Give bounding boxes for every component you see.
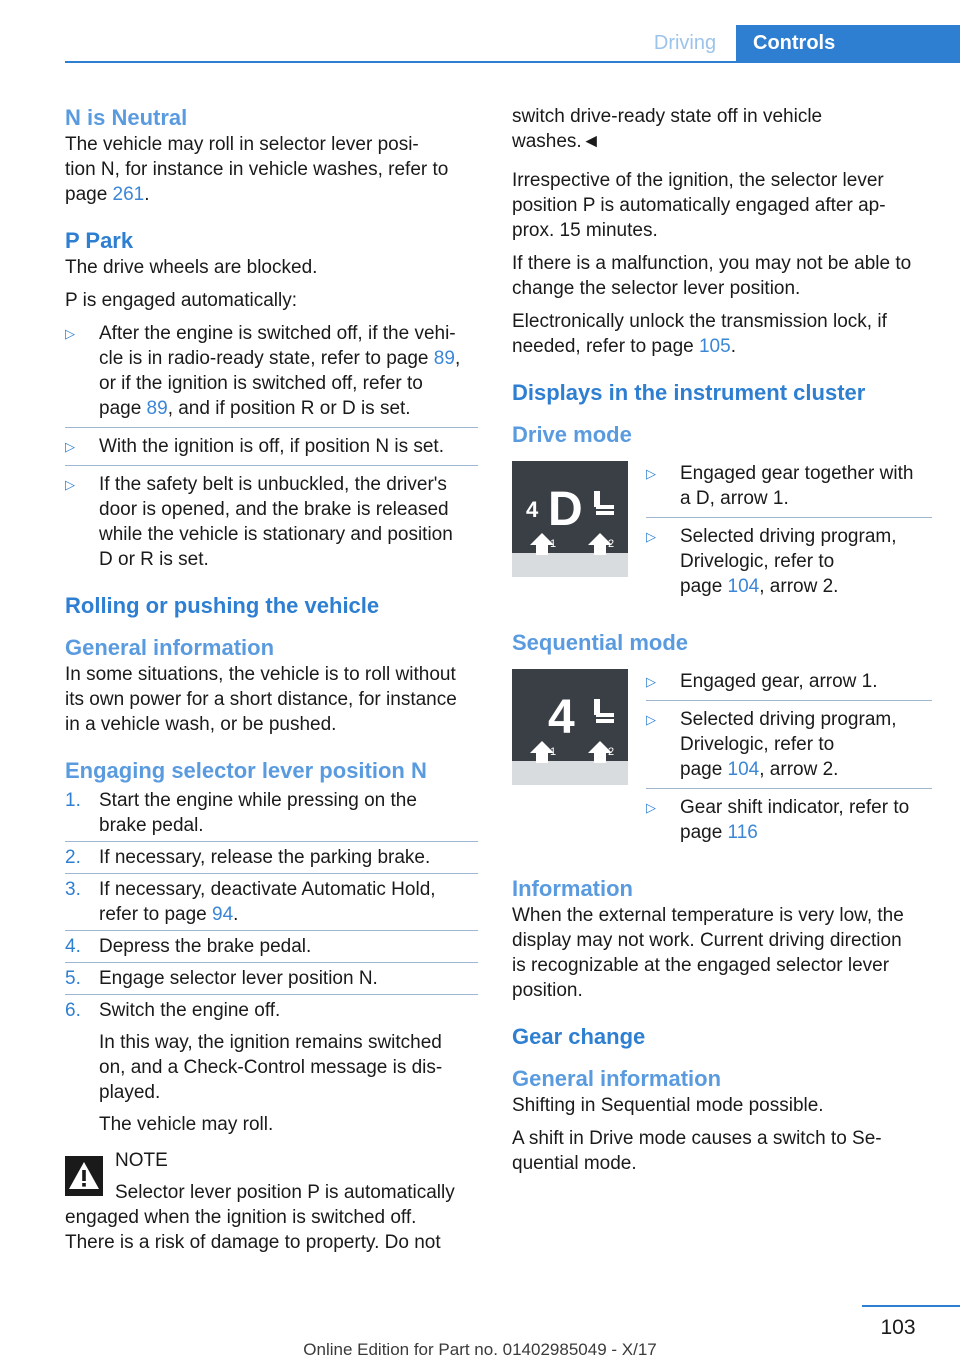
triangle-bullet-icon: ▷ (65, 439, 75, 454)
heading-sequential-mode: Sequential mode (512, 630, 689, 655)
page-link-261[interactable]: 261 (112, 184, 145, 205)
text-span: . (730, 336, 736, 357)
instrument-display-drive-icon (512, 461, 628, 577)
text-line: If necessary, release the parking brake. (99, 847, 431, 868)
sequential-mode-section (512, 663, 932, 851)
text-line: prox. 15 minutes. (512, 220, 658, 241)
step-number: 1. (65, 790, 81, 811)
text-line: The vehicle may roll. (99, 1114, 274, 1135)
heading-general-information: General information (65, 635, 275, 660)
drive-mode-list (646, 455, 932, 605)
page-number: 103 (880, 1316, 916, 1339)
note-box (65, 1148, 478, 1255)
list-item (646, 663, 932, 701)
page-link-116[interactable]: 116 (727, 822, 758, 843)
header-tab-controls[interactable]: Controls (736, 25, 960, 63)
heading-engaging-n: Engaging selector lever position N (65, 758, 427, 783)
list-item (646, 518, 932, 605)
text-span: page (680, 759, 728, 780)
heading-information: Information (512, 876, 633, 901)
text-span: , (454, 348, 461, 369)
text-line: Electronically unlock the transmission lock, if (512, 311, 887, 332)
list-item (65, 428, 478, 466)
list-item (646, 701, 932, 789)
park-bullet-list (65, 315, 478, 578)
heading-displays-cluster: Displays in the instrument cluster (512, 380, 866, 405)
text-line: washes.◄ (512, 131, 601, 152)
text-line: Irrespective of the ignition, the selector lever (512, 170, 884, 191)
drive-arrow-1-label: 1 (550, 538, 557, 550)
page-link-105[interactable]: 105 (698, 336, 731, 357)
step-number: 4. (65, 936, 81, 957)
triangle-bullet-icon: ▷ (646, 800, 656, 815)
text-line: Engaged gear together with (680, 463, 914, 484)
text-line: in a vehicle wash, or be pushed. (65, 714, 337, 735)
text-line: engaged when the ignition is switched off. (65, 1207, 417, 1228)
text-line: Selected driving program, (680, 709, 897, 730)
text-line: Engage selector lever position N. (99, 968, 378, 989)
sequential-arrow-2-label: 2 (608, 746, 615, 758)
sequential-mode-list (646, 663, 932, 851)
text-line (99, 346, 478, 371)
text-span: refer to page (99, 904, 213, 925)
header-tab-driving[interactable]: Driving (653, 32, 717, 54)
text-line: A shift in Drive mode causes a switch to Se‐ (512, 1128, 882, 1149)
sequential-gear-number: 4 (548, 691, 575, 744)
text-line (512, 334, 932, 359)
triangle-bullet-icon: ▷ (65, 326, 75, 341)
text-span: page (65, 184, 113, 205)
text-line: display may not work. Current driving direction (512, 930, 902, 951)
steps-list (65, 785, 478, 1140)
triangle-bullet-icon: ▷ (646, 466, 656, 481)
page-link-104[interactable]: 104 (727, 576, 760, 597)
text-line: Selected driving program, (680, 526, 897, 547)
text-line: change the selector lever position. (512, 278, 801, 299)
text-line: Start the engine while pressing on the (99, 790, 417, 811)
drive-mode-section (512, 455, 932, 605)
text-line (99, 396, 478, 421)
note-title: NOTE (115, 1150, 168, 1171)
triangle-bullet-icon: ▷ (646, 529, 656, 544)
list-item (65, 315, 478, 428)
text-line: quential mode. (512, 1153, 637, 1174)
neutral-text (65, 132, 478, 207)
text-line (680, 757, 932, 782)
park-text-1: The drive wheels are blocked. (65, 257, 318, 278)
text-line: Drivelogic, refer to (680, 551, 835, 572)
page-header (0, 25, 960, 63)
text-span: , arrow 2. (759, 759, 839, 780)
text-line: Gear shift indicator, refer to (680, 797, 910, 818)
drive-arrow-2-label: 2 (608, 538, 615, 550)
heading-gear-general-information: General information (512, 1066, 722, 1091)
text-line: Shifting in Sequential mode possible. (512, 1095, 824, 1116)
text-line: If necessary, deactivate Automatic Hold, (99, 879, 436, 900)
left-column (65, 104, 478, 1255)
triangle-bullet-icon: ▷ (646, 674, 656, 689)
text-span: page (680, 576, 728, 597)
footer-edition: Online Edition for Part no. 01402985049 - X/17 (303, 1340, 657, 1359)
text-line: position P is automatically engaged after ap‐ (512, 195, 886, 216)
text-line: Selector lever position P is automatically (115, 1182, 455, 1203)
text-line: door is opened, and the brake is released (99, 499, 449, 520)
text-line: on, and a Check-Control message is dis‐ (99, 1057, 443, 1078)
list-item (646, 789, 932, 851)
text-line: In this way, the ignition remains switched (99, 1032, 442, 1053)
list-item (65, 874, 478, 931)
step-number: 3. (65, 879, 81, 900)
step-number: 5. (65, 968, 81, 989)
text-span: page (680, 822, 728, 843)
heading-gear-change: Gear change (512, 1024, 646, 1049)
text-line (680, 574, 932, 599)
drive-gear-number: 4 (526, 497, 539, 522)
text-line: The vehicle may roll in selector lever posi‐ (65, 134, 419, 155)
text-line: tion N, for instance in vehicle washes, refer to (65, 159, 449, 180)
text-line: With the ignition is off, if position N is set. (99, 436, 444, 457)
sequential-mode-display-image (512, 669, 628, 785)
list-item (65, 785, 478, 842)
header-rule (65, 61, 960, 63)
park-text-2: P is engaged automatically: (65, 290, 298, 311)
triangle-bullet-icon: ▷ (65, 477, 75, 492)
text-line (65, 182, 478, 207)
text-line: is recognizable at the engaged selector lever (512, 955, 890, 976)
text-line: or if the ignition is switched off, refer to (99, 373, 423, 394)
page-link-89[interactable]: 89 (146, 398, 168, 419)
list-item (65, 963, 478, 995)
text-line: switch drive-ready state off in vehicle (512, 106, 823, 127)
instrument-display-sequential-icon (512, 669, 628, 785)
text-span: , arrow 2. (759, 576, 839, 597)
text-line: brake pedal. (99, 815, 204, 836)
heading-p-park: P Park (65, 228, 134, 253)
drive-mode-display-image (512, 461, 628, 577)
text-line: Switch the engine off. (99, 1000, 281, 1021)
text-line: Engaged gear, arrow 1. (680, 671, 878, 692)
text-line: D or R is set. (99, 549, 209, 570)
right-column (512, 104, 932, 1176)
text-line: In some situations, the vehicle is to roll without (65, 664, 456, 685)
text-line: Drivelogic, refer to (680, 734, 835, 755)
text-line (99, 902, 478, 927)
text-line (680, 820, 932, 845)
footer-rule (862, 1305, 960, 1307)
text-span: needed, refer to page (512, 336, 699, 357)
text-line: When the external temperature is very low, the (512, 905, 904, 926)
page-link-89[interactable]: 89 (433, 348, 455, 369)
drive-d-letter: D (548, 483, 583, 536)
warning-icon (65, 1156, 103, 1196)
text-line: If the safety belt is unbuckled, the driver's (99, 474, 447, 495)
list-item (65, 466, 478, 578)
list-item (65, 842, 478, 874)
text-span: . (144, 184, 150, 205)
text-span: . (233, 904, 239, 925)
text-span: cle is in radio-ready state, refer to page (99, 348, 434, 369)
text-line: After the engine is switched off, if the vehi‐ (99, 323, 456, 344)
heading-n-neutral: N is Neutral (65, 105, 188, 130)
text-line: If there is a malfunction, you may not be able to (512, 253, 912, 274)
list-item (65, 931, 478, 963)
triangle-bullet-icon: ▷ (646, 712, 656, 727)
text-line: played. (99, 1082, 161, 1103)
text-line: while the vehicle is stationary and position (99, 524, 453, 545)
page-link-94[interactable]: 94 (212, 904, 234, 925)
heading-rolling-pushing: Rolling or pushing the vehicle (65, 593, 380, 618)
text-line: Depress the brake pedal. (99, 936, 312, 957)
text-line: a D, arrow 1. (680, 488, 789, 509)
list-item (646, 455, 932, 518)
text-span: page (99, 398, 147, 419)
step-number: 2. (65, 847, 81, 868)
text-line: its own power for a short distance, for instance (65, 689, 457, 710)
page-link-104[interactable]: 104 (727, 759, 760, 780)
list-item (65, 995, 478, 1140)
text-line: There is a risk of damage to property. Do not (65, 1232, 441, 1253)
text-line: position. (512, 980, 583, 1001)
text-span: , and if position R or D is set. (167, 398, 411, 419)
step-number: 6. (65, 1000, 81, 1021)
heading-drive-mode: Drive mode (512, 422, 632, 447)
sequential-arrow-1-label: 1 (550, 746, 557, 758)
